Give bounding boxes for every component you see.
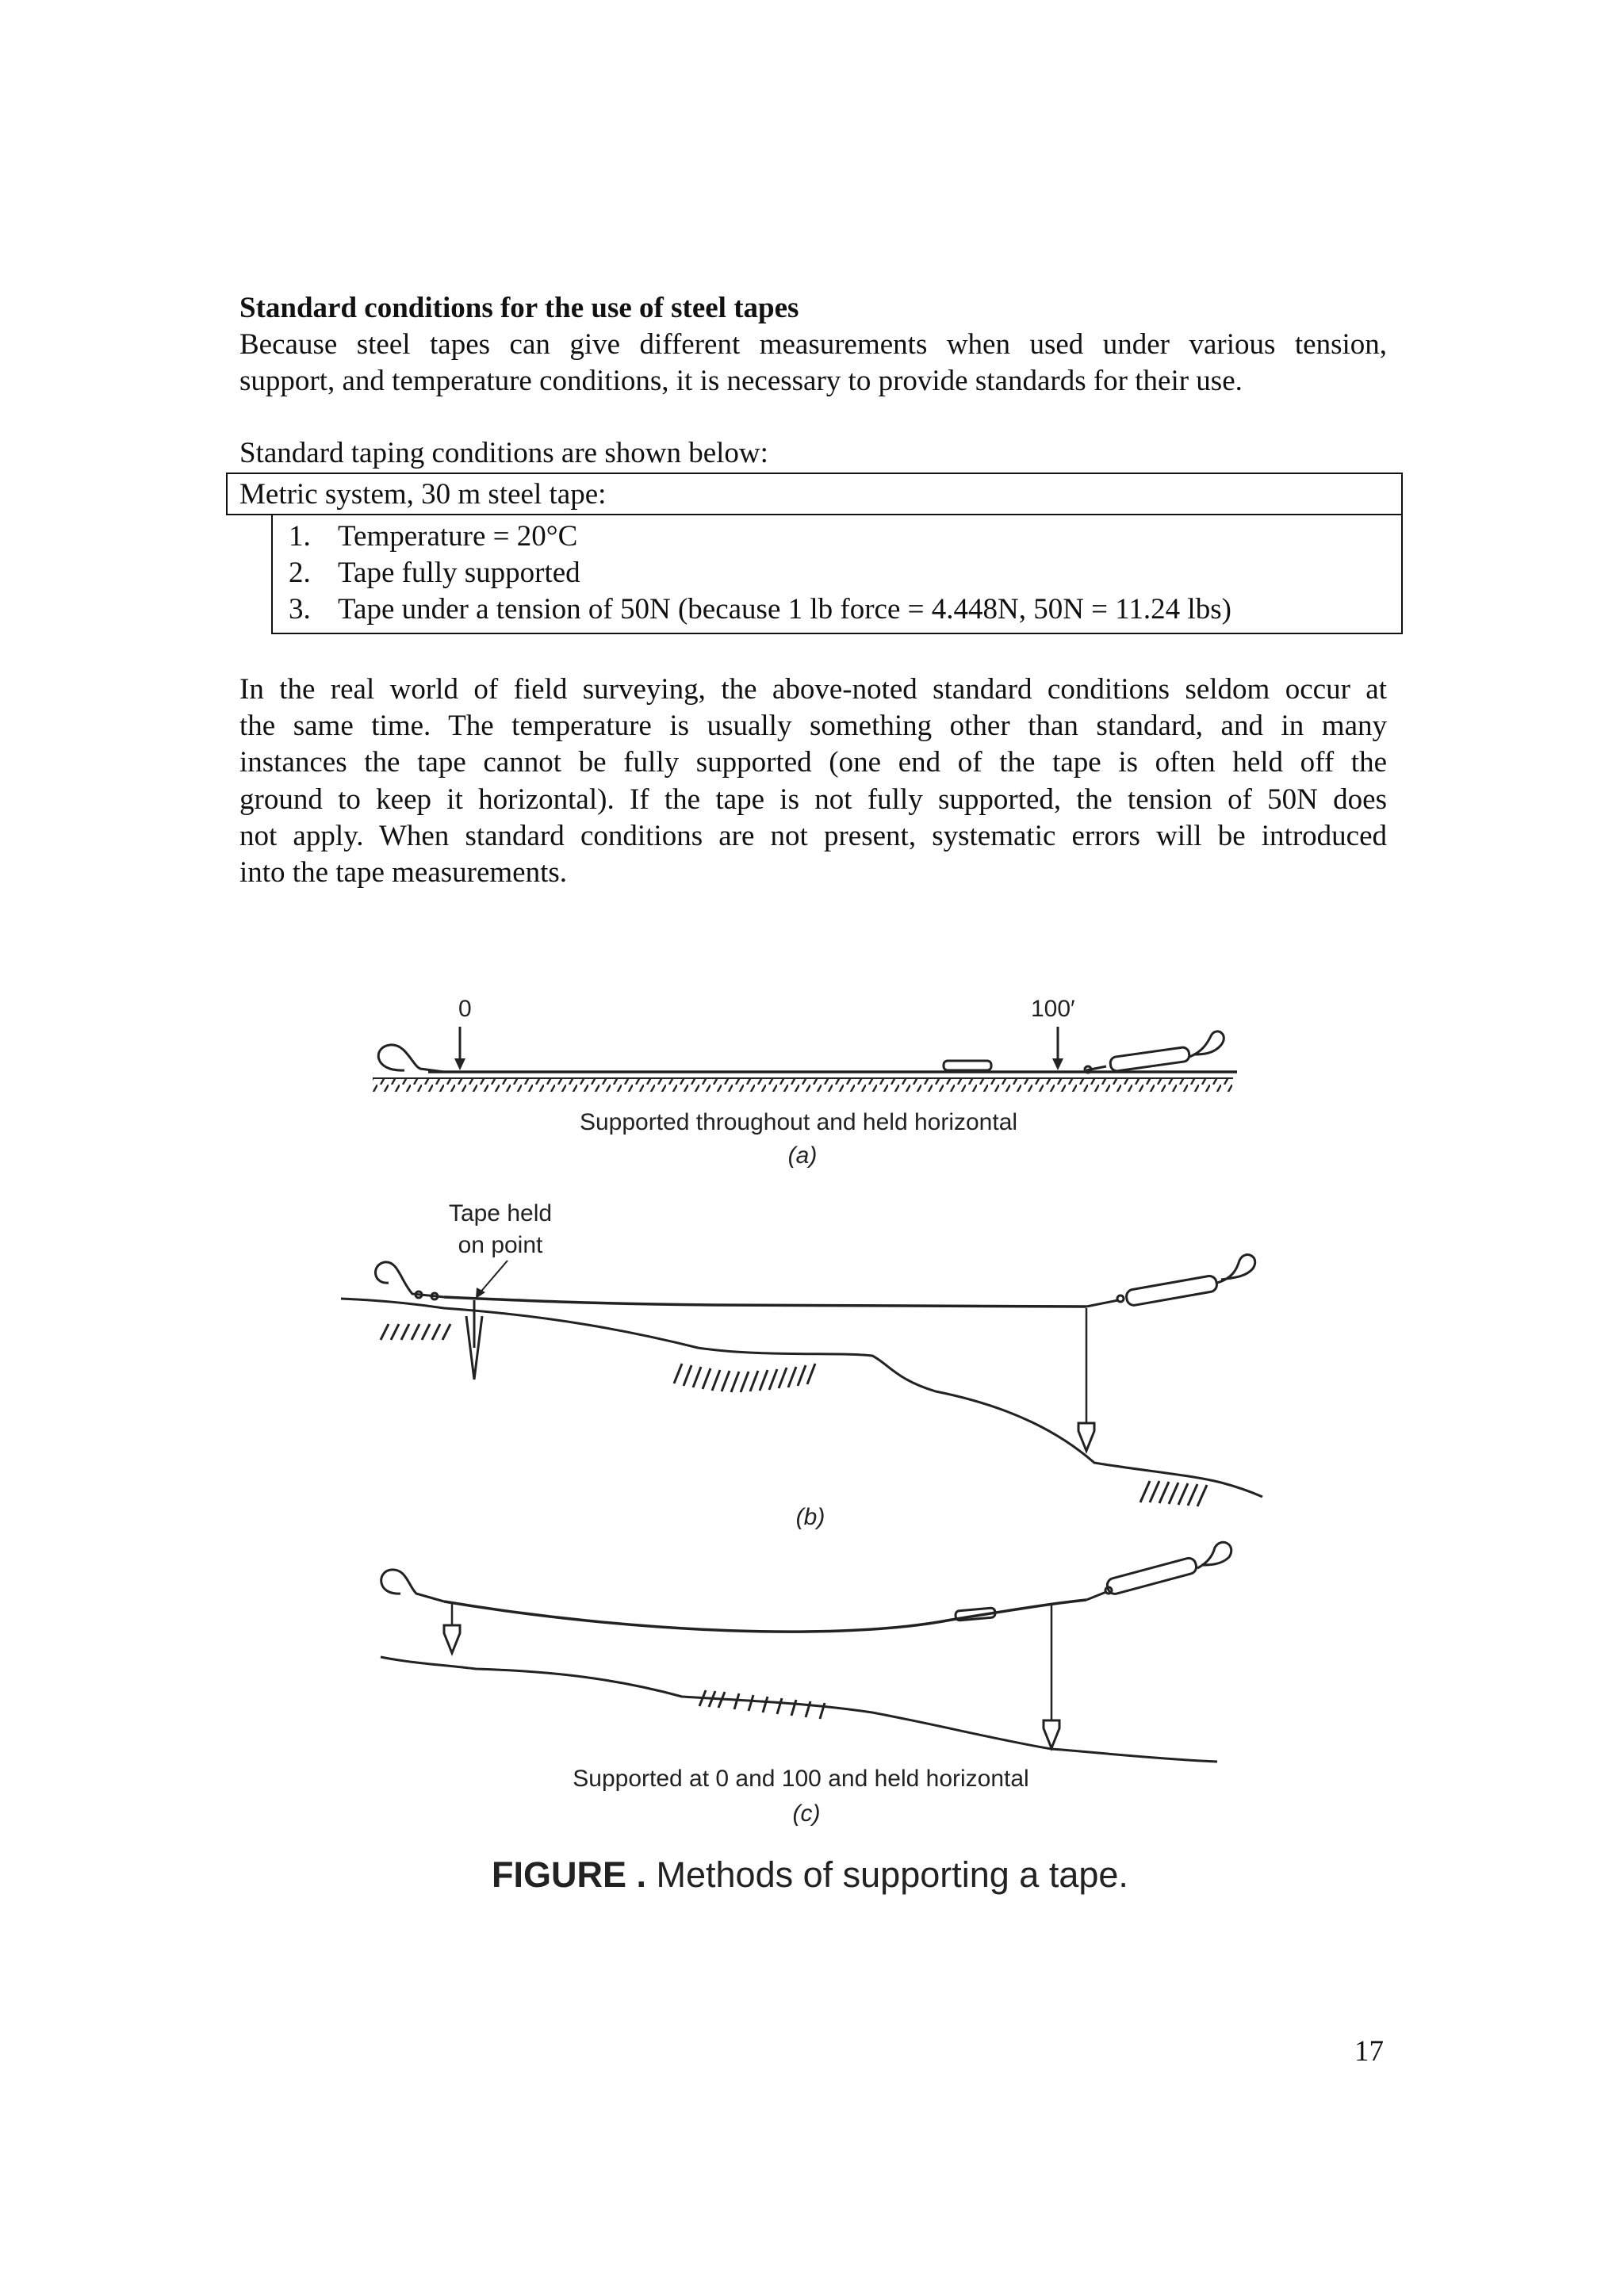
list-number: 2.: [289, 557, 311, 589]
tape-end-handle-icon: [378, 1045, 444, 1072]
annotation-leader-arrow-icon: [479, 1261, 508, 1294]
body-paragraph-line: into the tape measurements.: [239, 856, 568, 890]
handle-loop-icon: [1197, 1542, 1231, 1568]
figure-panel-b: [341, 1200, 1262, 1530]
plumb-bob-icon: [1078, 1423, 1094, 1451]
figure-caption-text: Methods of supporting a tape.: [646, 1854, 1128, 1895]
handle-loop-icon: [1217, 1255, 1255, 1283]
panel-c-caption: Supported at 0 and 100 and held horizontal: [573, 1766, 1029, 1792]
handle-loop-icon: [1189, 1031, 1224, 1057]
page-number: 17: [1354, 2035, 1384, 2068]
tape-end-handle-icon: [376, 1262, 444, 1297]
panel-a-caption: Supported throughout and held horizontal: [579, 1109, 1018, 1135]
ground-profile: [341, 1299, 1262, 1497]
plumb-bob-icon: [1044, 1720, 1059, 1748]
list-text: Tape under a tension of 50N (because 1 lb force = 4.448N, 50N = 11.24 lbs): [338, 593, 1231, 626]
panel-a-tag: (a): [787, 1142, 818, 1169]
ground-profile: [381, 1657, 1217, 1762]
ground-hatching: [373, 1079, 1233, 1092]
body-paragraph-line: instances the tape cannot be fully supported (one end of the tape is often held off the: [239, 746, 1387, 779]
thermometer-icon: [944, 1061, 991, 1070]
plumb-bob-icon: [444, 1625, 460, 1653]
list-number: 1.: [289, 520, 311, 553]
list-text: Temperature = 20°C: [338, 520, 578, 553]
figure-caption-label: FIGURE .: [492, 1854, 647, 1895]
body-paragraph-line: ground to keep it horizontal). If the tape is not fully supported, the tension of 50N does: [239, 783, 1387, 816]
tape-end-handle-icon: [381, 1570, 444, 1601]
figure-panel-c: [381, 1542, 1231, 1827]
standards-box-title: Metric system, 30 m steel tape:: [239, 478, 607, 511]
list-text: Tape fully supported: [338, 557, 580, 589]
label-zero: 0: [458, 996, 472, 1022]
on-point-annotation: on point: [458, 1232, 543, 1258]
body-paragraph-line: not apply. When standard conditions are not present, systematic errors will be introduced: [239, 819, 1387, 852]
list-number: 3.: [289, 593, 311, 626]
intro-paragraph-line: Because steel tapes can give different measurements when used under various tension,: [239, 328, 1387, 361]
panel-b-tag: (b): [795, 1504, 825, 1530]
figure-panel-a: [373, 996, 1237, 1169]
body-paragraph-line: In the real world of field surveying, the above-noted standard conditions seldom occur at: [239, 673, 1387, 706]
tape-line: [444, 1297, 1086, 1307]
panel-c-tag: (c): [792, 1800, 821, 1827]
section-heading: Standard conditions for the use of steel tapes: [239, 292, 799, 324]
figure-caption: [492, 1853, 1128, 1897]
intro-paragraph-line: support, and temperature conditions, it is necessary to provide standards for their use.: [239, 365, 1243, 398]
label-hundred-feet: 100′: [1031, 996, 1075, 1022]
tension-handle-icon: [1109, 1047, 1190, 1072]
tension-handle-icon: [1125, 1275, 1218, 1307]
tension-handle-icon: [1105, 1556, 1197, 1595]
standards-intro: Standard taping conditions are shown below:: [239, 437, 768, 469]
tape-held-annotation: Tape held: [448, 1200, 553, 1226]
sagging-tape-line: [444, 1600, 1086, 1632]
body-paragraph-line: the same time. The temperature is usually something other than standard, and in many: [239, 710, 1387, 743]
ground-hatching: [381, 1324, 1207, 1506]
